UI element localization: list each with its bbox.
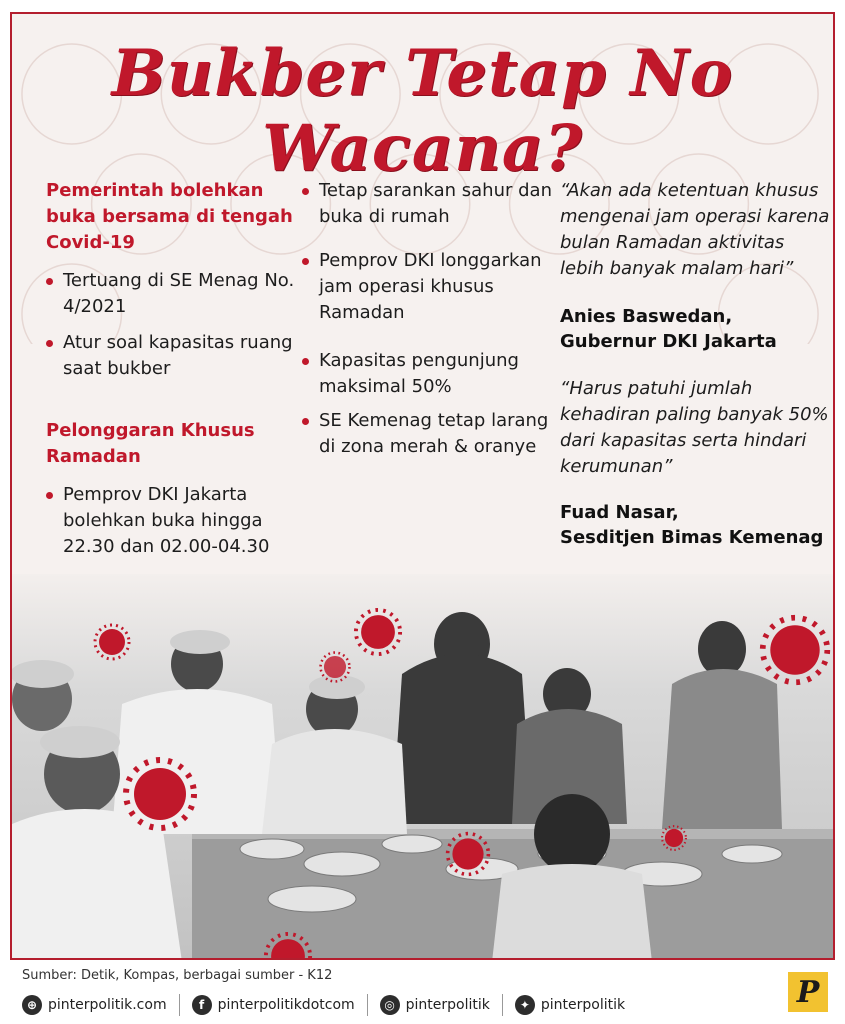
social-links	[22, 994, 625, 1016]
divider	[367, 994, 368, 1016]
twitter-icon: ✦	[515, 995, 535, 1015]
social-instagram[interactable]	[380, 995, 490, 1015]
divider	[502, 994, 503, 1016]
social-website[interactable]	[22, 995, 167, 1015]
virus-icon	[92, 622, 132, 662]
iftar-photo	[12, 574, 833, 960]
speaker-name: Anies Baswedan,	[560, 306, 733, 327]
social-label: pinterpolitikdotcom	[217, 997, 355, 1013]
speaker-role: Gubernur DKI Jakarta	[560, 331, 777, 352]
column-middle	[302, 178, 557, 460]
footer	[0, 960, 845, 1024]
facebook-icon: f	[192, 995, 212, 1015]
source-text: Sumber: Detik, Kompas, berbagai sumber - K12	[22, 968, 333, 983]
section-heading-permission: Pemerintah bolehkan buka bersama di tengah Covid-19	[46, 180, 293, 253]
column-left	[46, 178, 296, 560]
bullet-item: Kapasitas pengunjung maksimal 50%	[302, 348, 557, 400]
instagram-icon: ◎	[380, 995, 400, 1015]
bullet-item: Atur soal kapasitas ruang saat bukber	[46, 330, 296, 382]
pinterpolitik-logo: P	[788, 972, 828, 1012]
virus-icon	[757, 612, 833, 688]
virus-icon	[660, 824, 688, 852]
virus-icon	[120, 754, 200, 834]
page-title: Bukber Tetap No Wacana?	[111, 36, 734, 186]
quote-fuad: “Harus patuhi jumlah kehadiran paling banyak 50% dari kapasitas serta hindari kerumunan”	[560, 378, 829, 477]
bullet-item: Tertuang di SE Menag No. 4/2021	[46, 268, 296, 320]
section-heading-relaxation: Pelonggaran Khusus Ramadan	[46, 420, 255, 467]
quote-anies: “Akan ada ketentuan khusus mengenai jam operasi karena bulan Ramadan aktivitas lebih banyak malam hari”	[560, 180, 830, 279]
speaker-name: Fuad Nasar,	[560, 502, 679, 523]
bullet-item: SE Kemenag tetap larang di zona merah & oranye	[302, 408, 557, 460]
divider	[179, 994, 180, 1016]
virus-icon	[444, 830, 492, 878]
column-right	[560, 178, 830, 550]
bullet-item: Tetap sarankan sahur dan buka di rumah	[302, 178, 557, 230]
bullet-item: Pemprov DKI longgarkan jam operasi khusus Ramadan	[302, 248, 557, 326]
social-label: pinterpolitik.com	[48, 997, 167, 1013]
globe-icon: ⊕	[22, 995, 42, 1015]
social-facebook[interactable]	[192, 995, 355, 1015]
social-twitter[interactable]	[515, 995, 625, 1015]
social-label: pinterpolitik	[540, 997, 626, 1013]
infographic-frame	[10, 12, 835, 960]
virus-icon	[262, 930, 314, 960]
social-label: pinterpolitik	[405, 997, 490, 1013]
bullet-item: Pemprov DKI Jakarta bolehkan buka hingga 22.30 dan 02.00-04.30	[46, 482, 296, 560]
virus-icon	[318, 650, 352, 684]
virus-icon	[352, 606, 404, 658]
speaker-role: Sesditjen Bimas Kemenag	[560, 527, 824, 548]
